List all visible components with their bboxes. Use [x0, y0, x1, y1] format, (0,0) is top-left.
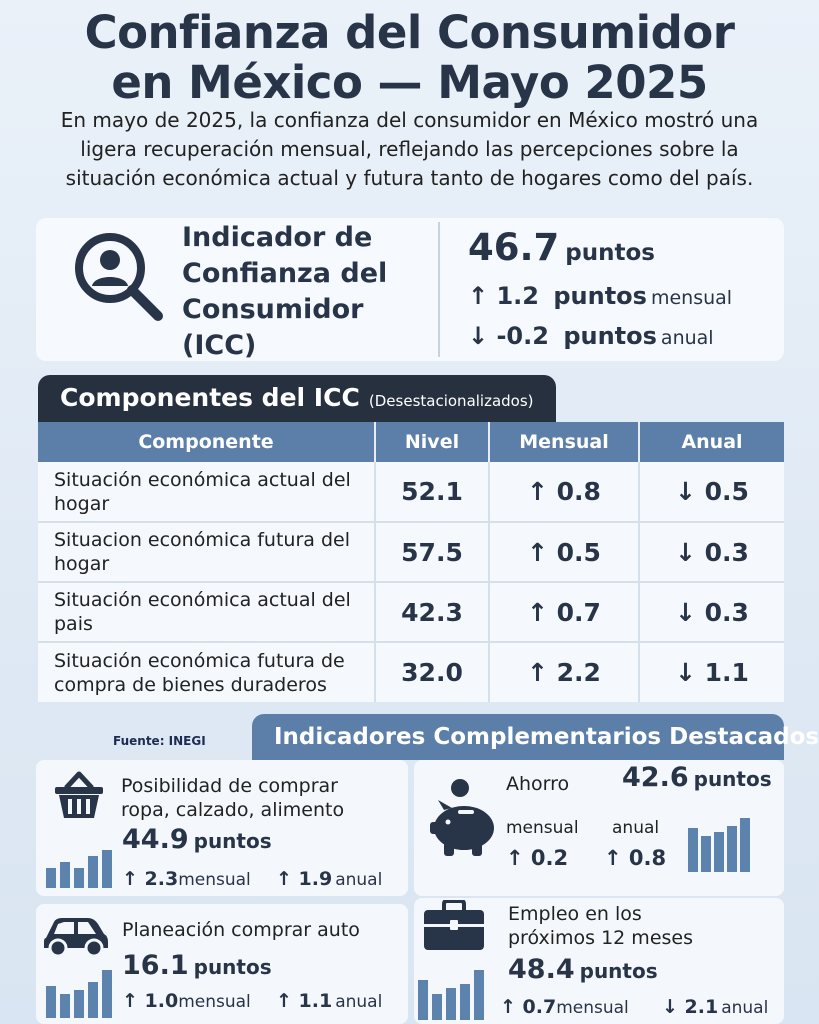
icc-name: Indicador de Confianza del Consumidor (ICC) — [182, 222, 388, 361]
empleo-monthly-label: mensual — [556, 998, 629, 1018]
table-row — [38, 642, 784, 702]
briefcase-icon — [422, 900, 486, 952]
shopping-basket-icon — [52, 768, 106, 822]
table-row — [38, 522, 784, 582]
component-annual: ↓ 0.5 — [639, 462, 784, 522]
icc-monthly-unit: puntos — [553, 282, 647, 310]
empleo-value — [508, 954, 658, 985]
component-name: Situación económica futura de compra de bienes duraderos — [38, 642, 375, 702]
ropa-annual-value: ↑ 1.9 — [276, 868, 333, 890]
empleo-annual-value: ↓ 2.1 — [662, 996, 719, 1018]
ropa-label: Posibilidad de comprar ropa, calzado, alimento — [121, 775, 345, 821]
column-header: Anual — [639, 422, 784, 462]
ahorro-monthly-value: ↑ 0.2 — [506, 846, 569, 870]
component-monthly: ↑ 0.5 — [489, 522, 639, 582]
auto-value-number: 16.1 — [122, 950, 189, 981]
component-name: Situación económica actual del hogar — [38, 462, 375, 522]
components-table — [38, 422, 784, 702]
ropa-monthly-value: ↑ 2.3 — [122, 868, 179, 890]
component-level: 52.1 — [375, 462, 489, 522]
icc-monthly-label: mensual — [650, 287, 733, 309]
title-line-1: Confianza del Consumidor — [84, 6, 735, 59]
intro-text: En mayo de 2025, la confianza del consumidor en México mostró una ligera recuperación mensual, reflejando las percepciones sobre la situación económica actual y futura tanto de hogares como del país. — [60, 108, 759, 190]
auto-label: Planeación comprar auto — [122, 919, 360, 941]
auto-monthly-label: mensual — [178, 992, 251, 1012]
auto-value-unit: puntos — [193, 955, 272, 979]
page-title — [20, 8, 799, 108]
auto-monthly-value: ↑ 1.0 — [122, 990, 179, 1012]
ropa-annual-label: anual — [335, 870, 383, 890]
ropa-value-number: 44.9 — [122, 824, 189, 855]
components-title-tab — [38, 375, 556, 423]
source-note: Fuente: INEGI — [113, 734, 206, 748]
card-auto — [36, 904, 408, 1024]
component-name: Situación económica actual del pais — [38, 582, 375, 642]
ahorro-monthly-label: mensual — [506, 818, 579, 838]
component-annual: ↓ 1.1 — [639, 642, 784, 702]
component-monthly: ↑ 2.2 — [489, 642, 639, 702]
empleo-annual — [662, 996, 768, 1018]
icc-value-number: 46.7 — [468, 226, 560, 269]
auto-annual-label: anual — [335, 992, 383, 1012]
arrow-up-icon: ↑ — [468, 282, 489, 310]
ropa-value-unit: puntos — [193, 829, 272, 853]
icc-annual-unit: puntos — [563, 322, 657, 350]
piggy-bank-icon — [430, 778, 498, 858]
ahorro-annual-value: ↑ 0.8 — [604, 846, 667, 870]
component-name: Situacion económica futura del hogar — [38, 522, 375, 582]
divider — [438, 222, 440, 357]
ahorro-value — [622, 762, 772, 793]
empleo-value-number: 48.4 — [508, 954, 575, 985]
component-monthly: ↑ 0.7 — [489, 582, 639, 642]
table-row — [38, 462, 784, 522]
column-header: Mensual — [489, 422, 639, 462]
empleo-value-unit: puntos — [579, 959, 658, 983]
icc-monthly-change — [468, 282, 732, 310]
card-empleo — [414, 898, 784, 1024]
icc-value-unit: puntos — [565, 240, 655, 266]
table-row — [38, 582, 784, 642]
icc-annual-value: -0.2 — [496, 322, 549, 350]
components-title: Componentes del ICC — [60, 383, 360, 412]
component-level: 42.3 — [375, 582, 489, 642]
table-header-row — [38, 422, 784, 462]
empleo-monthly-value: ↑ 0.7 — [500, 996, 557, 1018]
empleo-annual-label: anual — [721, 998, 769, 1018]
magnifier-person-icon — [70, 228, 166, 324]
components-subtitle: (Desestacionalizados) — [368, 392, 534, 410]
ropa-monthly-label: mensual — [178, 870, 251, 890]
ahorro-value-unit: puntos — [693, 767, 772, 791]
icc-annual-label: anual — [660, 327, 714, 349]
component-monthly: ↑ 0.8 — [489, 462, 639, 522]
ropa-monthly — [122, 868, 251, 890]
auto-value — [122, 950, 272, 981]
bar-chart-icon — [46, 966, 112, 1018]
ahorro-annual-label: anual — [612, 818, 660, 838]
bar-chart-icon — [46, 846, 112, 888]
empleo-monthly — [500, 996, 629, 1018]
bar-chart-icon — [418, 966, 484, 1020]
auto-annual — [276, 990, 382, 1012]
ahorro-value-number: 42.6 — [622, 762, 689, 793]
icc-monthly-value: 1.2 — [496, 282, 539, 310]
card-ropa — [36, 760, 408, 896]
component-level: 57.5 — [375, 522, 489, 582]
ahorro-label: Ahorro — [506, 773, 570, 795]
component-annual: ↓ 0.3 — [639, 522, 784, 582]
ropa-value — [122, 824, 272, 855]
component-level: 32.0 — [375, 642, 489, 702]
arrow-down-icon: ↓ — [468, 322, 489, 350]
empleo-label: Empleo en los próximos 12 meses — [508, 903, 693, 949]
card-ahorro — [414, 760, 784, 896]
component-annual: ↓ 0.3 — [639, 582, 784, 642]
column-header: Componente — [38, 422, 375, 462]
auto-annual-value: ↑ 1.1 — [276, 990, 333, 1012]
title-line-2: en México — Mayo 2025 — [111, 56, 708, 109]
icc-card — [36, 218, 784, 361]
bar-chart-icon — [688, 816, 752, 872]
auto-monthly — [122, 990, 251, 1012]
column-header: Nivel — [375, 422, 489, 462]
icc-annual-change — [468, 322, 714, 350]
complementary-title: Indicadores Complementarios Destacados — [252, 714, 784, 760]
car-icon — [42, 914, 110, 958]
ropa-annual — [276, 868, 382, 890]
icc-value — [468, 226, 655, 269]
